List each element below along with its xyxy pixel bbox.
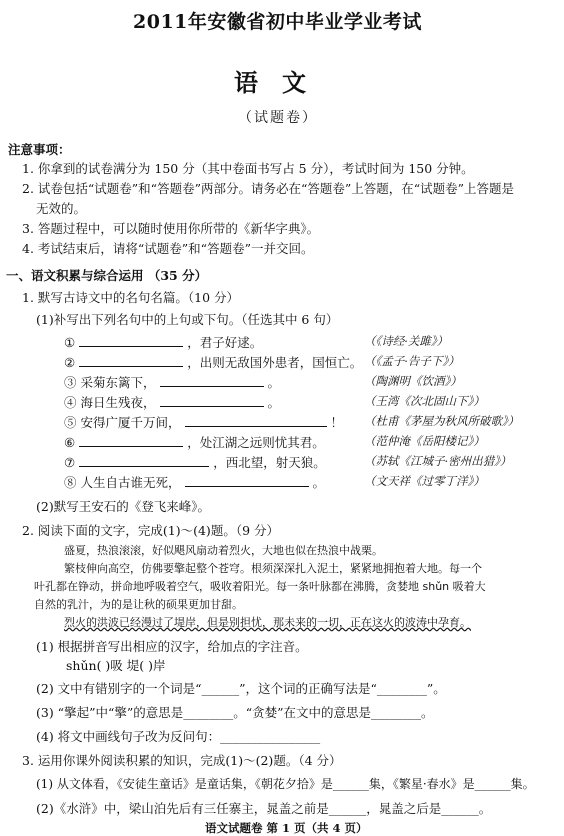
poem-text: ，出则无敌国外患者，国恒亡。 (187, 355, 363, 370)
question-2-sub-3: (3) “擎起”中“擎”的意思是________。“贪婪”在文中的意思是________。 (36, 705, 434, 720)
fill-line-3 (64, 373, 280, 391)
answer-blank[interactable] (79, 334, 183, 347)
fill-line-2 (64, 353, 362, 371)
poem-source: （《孟子·告子下》） (364, 354, 460, 368)
question-2-sub-1: (1) 根据拼音写出相应的汉字，给加点的字注音。 (36, 639, 308, 654)
poem-source: （文天祥《过零丁洋》） (364, 474, 485, 488)
item-number: ① (64, 335, 76, 350)
poem-source: （《诗经·关雎》） (364, 334, 449, 348)
poem-text: 。 (267, 375, 280, 390)
question-2-sub-1b: shǔn( )吸 堤( )岸 (66, 658, 166, 673)
fill-line-7 (64, 453, 326, 471)
exam-title: 2011年安徽省初中毕业学业考试 (133, 11, 422, 33)
notes-heading: 注意事项： (8, 142, 71, 157)
passage-line: 盛夏，热浪滚滚，好似飓风扇动着烈火，大地也似在热浪中战栗。 (64, 544, 383, 557)
page-footer: 语文试题卷 第 1 页（共 4 页） (205, 821, 368, 835)
question-3-sub-1: (1) 从文体看，《安徒生童话》是童话集，《朝花夕拾》是______集，《繁星·春水》是______集。 (36, 777, 535, 791)
poem-text: 采菊东篱下， (80, 375, 156, 390)
passage-line: 叶孔都在铮动，拼命地呼吸着空气，吸收着阳光。每一条叶脉都在沸腾，贪婪地 shǔn 吸着大 (34, 580, 486, 593)
poem-text: 。 (267, 395, 280, 410)
item-number: ⑥ (64, 435, 76, 450)
poem-text: ，君子好逑。 (187, 335, 263, 350)
question-2-sub-2: (2) 文中有错别字的一个词是“______”，这个词的正确写法是“________”。 (36, 681, 446, 696)
item-number: ③ (64, 375, 77, 390)
answer-blank[interactable] (79, 354, 183, 367)
passage-line: 自然的乳汁，为的是让秋的硕果更加甘甜。 (34, 598, 243, 611)
question-1-part-1: (1)补写出下列名句中的上句或下句。（任选其中 6 句） (36, 312, 339, 327)
poem-text: 海日生残夜， (80, 395, 156, 410)
note-item: 3. 答题过程中，可以随时使用你所带的《新华字典》。 (22, 221, 320, 236)
poem-source: （范仲淹《岳阳楼记》） (364, 434, 485, 448)
item-number: ⑦ (64, 455, 76, 470)
poem-text: 人生自古谁无死， (80, 475, 181, 490)
question-2-sub-4: (4) 将文中画线句子改为反问句：________________ (36, 729, 321, 744)
note-item: 无效的。 (36, 201, 87, 216)
fill-line-8 (64, 473, 325, 491)
answer-blank[interactable] (79, 454, 209, 467)
fill-line-1 (64, 333, 262, 351)
answer-blank[interactable] (160, 374, 264, 387)
note-item: 4. 考试结束后，请将“试题卷”和“答题卷”一并交回。 (22, 241, 314, 256)
fill-line-4 (64, 393, 280, 411)
question-1-label: 1. 默写古诗文中的名句名篇。（10 分） (22, 290, 240, 305)
poem-text: 安得广厦千万间， (80, 415, 181, 430)
question-2-label: 2. 阅读下面的文字，完成(1)～(4)题。（9 分） (22, 523, 279, 538)
section-heading: 一、语文积累与综合运用 （35 分） (6, 268, 208, 283)
item-number: ⑧ (64, 475, 77, 490)
question-3-label: 3. 运用你课外阅读积累的知识，完成(1)～(2)题。（4 分） (22, 753, 342, 768)
poem-source: （陶渊明《饮酒》） (364, 374, 462, 388)
poem-text: ，西北望，射天狼。 (213, 455, 326, 470)
question-3-sub-2: (2)《水浒》中，梁山泊先后有三任寨主，晁盖之前是______，晁盖之后是______。 (36, 801, 492, 816)
answer-blank[interactable] (160, 394, 264, 407)
poem-text: ，处江湖之远则忧其君。 (187, 435, 325, 450)
poem-text: 。 (312, 475, 325, 490)
answer-blank[interactable] (79, 434, 183, 447)
poem-source: （杜甫《茅屋为秋风所破歌》） (364, 414, 520, 428)
fill-line-6 (64, 433, 325, 451)
item-number: ④ (64, 395, 77, 410)
passage-line: 烈火的洪波已经漫过了堤岸，但是别担忧，那未来的一切，正在这火的波涛中孕育。 (64, 616, 471, 629)
answer-blank[interactable] (185, 474, 309, 487)
passage (34, 542, 554, 632)
item-number: ② (64, 355, 76, 370)
note-item: 2. 试卷包括“试题卷”和“答题卷”两部分。请务必在“答题卷”上答题，在“试题卷”上答题是 (22, 181, 515, 196)
passage-line: 繁枝伸向高空，仿佛要擎起整个苍穹。根须深深扎入泥土，紧紧地拥抱着大地。每一个 (64, 562, 482, 575)
paper-label: （试题卷） (238, 110, 318, 126)
subject-title: 语文 (234, 68, 330, 97)
question-1-part-2: (2)默写王安石的《登飞来峰》。 (36, 499, 210, 514)
item-number: ⑤ (64, 415, 77, 430)
poem-source: （王湾《次北固山下》） (364, 394, 485, 408)
poem-text: ！ (330, 415, 343, 430)
poem-source: （苏轼《江城子·密州出猎》） (364, 454, 512, 468)
answer-blank[interactable] (185, 414, 327, 427)
fill-line-5 (64, 413, 343, 431)
note-item: 1. 你拿到的试卷满分为 150 分（其中卷面书写占 5 分），考试时间为 150 分钟。 (22, 161, 474, 176)
